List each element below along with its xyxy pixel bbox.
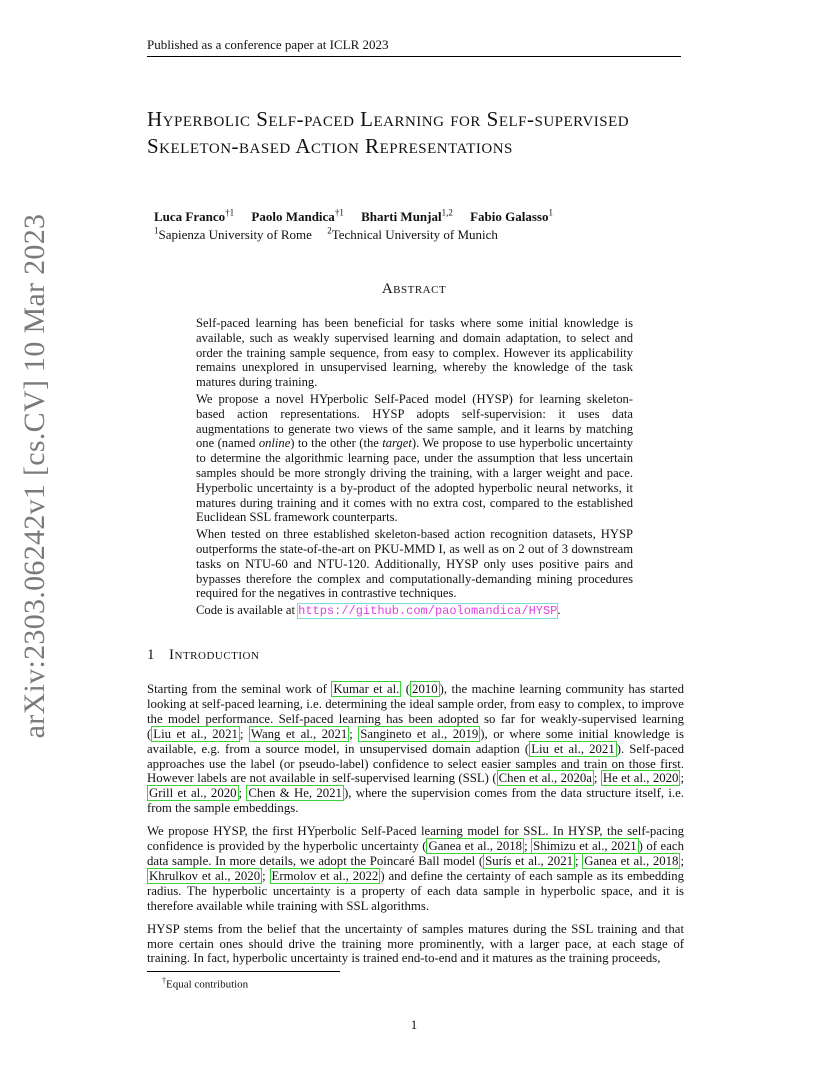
- abstract-heading: Abstract: [381, 281, 447, 297]
- code-availability: Code is available at https://github.com/paolomandica/HYSP.: [196, 603, 561, 619]
- section-heading: [147, 647, 259, 664]
- abstract-paragraph: We propose a novel HYperbolic Self-Paced model (HYSP) for learning skeleton-based action representations. HYSP adopts self-supervision: it uses data augmentations to generate two views of the same sample, and it learns by matching one (named online) to the other (the target). We propose to use hyperbolic uncertainty to determine the algorithmic learning pace, under the assumption that less uncertain samples should be more strongly driving the training, with a larger weight and pace. Hyperbolic uncertainty is a by-product of the adopted hyperbolic neural networks, it matures during training and it comes with no extra cost, compared to the established Euclidean SSL framework counterparts.: [196, 391, 633, 525]
- intro-body: [147, 682, 684, 974]
- author: Luca Franco$^{\dagger 1}$: [154, 208, 235, 225]
- code-link[interactable]: https://github.com/paolomandica/HYSP: [298, 604, 558, 619]
- intro-paragraph: HYSP stems from the belief that the uncertainty of samples matures during the SSL training and that more certain ones should drive the training more prominently, with a larger pace, at each stage of training. In fact, hyperbolic uncertainty is trained end-to-end and it matures as the training proceeds,: [147, 921, 684, 966]
- author: Fabio Galasso$^1$: [470, 208, 553, 225]
- citation-link[interactable]: Chen et al., 2020a: [498, 771, 592, 786]
- citation-link[interactable]: Khrulkov et al., 2020: [149, 868, 261, 883]
- arxiv-stamp-text[interactable]: arXiv:2303.06242v1 [cs.CV] 10 Mar 2023: [18, 213, 51, 739]
- citation-link[interactable]: 2010: [412, 682, 438, 696]
- paper-title: Hyperbolic Self-paced Learning for Self-supervised Skeleton-based Action Representations: [147, 107, 630, 158]
- abstract-paragraph: When tested on three established skeleton-based action recognition datasets, HYSP outperforms the state-of-the-art on PKU-MMD I, as well as on 2 out of 3 downstream tasks on NTU-60 and NTU-120. Additionally, HYSP only uses positive pairs and bypasses therefore the complex and computationally-demanding mining procedures required for the negatives in contrastive techniques.: [196, 527, 633, 601]
- citation-link[interactable]: Chen & He, 2021: [248, 786, 342, 801]
- citation-link[interactable]: Ermolov et al., 2022: [271, 868, 379, 883]
- page-number: 1: [410, 1017, 418, 1032]
- abstract-body: [196, 316, 633, 621]
- section-title: Introduction: [169, 647, 260, 663]
- footnote: †Equal contribution: [162, 976, 249, 991]
- header-rule: [147, 56, 681, 57]
- author-list: [154, 208, 567, 225]
- intro-paragraph: We propose HYSP, the first HYperbolic Self-Paced learning model for SSL. In HYSP, the self-pacing confidence is provided by the hyperbolic uncertainty ( Ganea et al., 2018 ; Shimizu et al., 2021 ) of each data sample. In more details, we adopt the Poincaré Ball model ( Surís et al., 2021 ; Ganea et al., 2018 ; Khrulkov et al., 2020 ; Ermolov et al., 2022 ) and define the certainty of each sample as its embedding radius. The hyperbolic uncertainty is a property of each data sample in hyperbolic space, and it is therefore available while training with SSL algorithms.: [147, 824, 685, 913]
- affiliations: [154, 226, 498, 243]
- citation-link[interactable]: Kumar et al.: [333, 682, 400, 696]
- arxiv-stamp: [10, 213, 60, 739]
- citation-link[interactable]: Liu et al., 2021: [153, 726, 238, 741]
- intro-paragraph: Starting from the seminal work of Kumar et al. ( 2010 ), the machine learning community has started looking at self-paced learning, i.e. determining the ideal sample order, from easy to complex, to improve the model performance. Self-paced learning has been adopted so far for weakly-supervised learning ( Liu et al., 2021 ; Wang et al., 2021 ; Sangineto et al., 2019 ), or where some initial knowledge is available, e.g. from a source model, in unsupervised domain adaption ( Liu et al., 2021 ). Self-paced approaches use the label (or pseudo-label) confidence to select easier samples and train on those first. However labels are not available in self-supervised learning (SSL) ( Chen et al., 2020a ; He et al., 2020 ; Grill et al., 2020 ; Chen & He, 2021 ), where the supervision comes from the data structure itself, i.e. from the sample embeddings.: [147, 682, 685, 816]
- affiliation: $^1$Sapienza University of Rome: [154, 226, 312, 243]
- citation-link[interactable]: He et al., 2020: [602, 771, 679, 786]
- section-number: 1: [147, 647, 155, 663]
- citation-link[interactable]: Shimizu et al., 2021: [533, 839, 637, 854]
- citation-link[interactable]: Sangineto et al., 2019: [360, 726, 479, 741]
- citation-link[interactable]: Ganea et al., 2018: [584, 853, 679, 868]
- abstract-paragraph: Self-paced learning has been beneficial for tasks where some initial knowledge is available, such as weakly supervised learning and domain adaptation, to select and order the training sample sequence, from easy to complex. However its applicability remains unexplored in unsupervised learning, whereby the knowledge of the task matures during training.: [196, 316, 633, 390]
- affiliation: $^2$Technical University of Munich: [327, 226, 498, 243]
- conference-header: Published as a conference paper at ICLR 2023: [147, 37, 389, 52]
- author: Bharti Munjal$^{1,2}$: [361, 208, 453, 225]
- author: Paolo Mandica$^{\dagger 1}$: [251, 208, 344, 225]
- citation-link[interactable]: Ganea et al., 2018: [428, 839, 523, 854]
- citation-link[interactable]: Wang et al., 2021: [250, 726, 348, 741]
- citation-link[interactable]: Liu et al., 2021: [531, 741, 615, 756]
- citation-link[interactable]: Grill et al., 2020: [149, 786, 237, 801]
- footnote-rule: [147, 971, 340, 972]
- citation-link[interactable]: Surís et al., 2021: [485, 853, 573, 868]
